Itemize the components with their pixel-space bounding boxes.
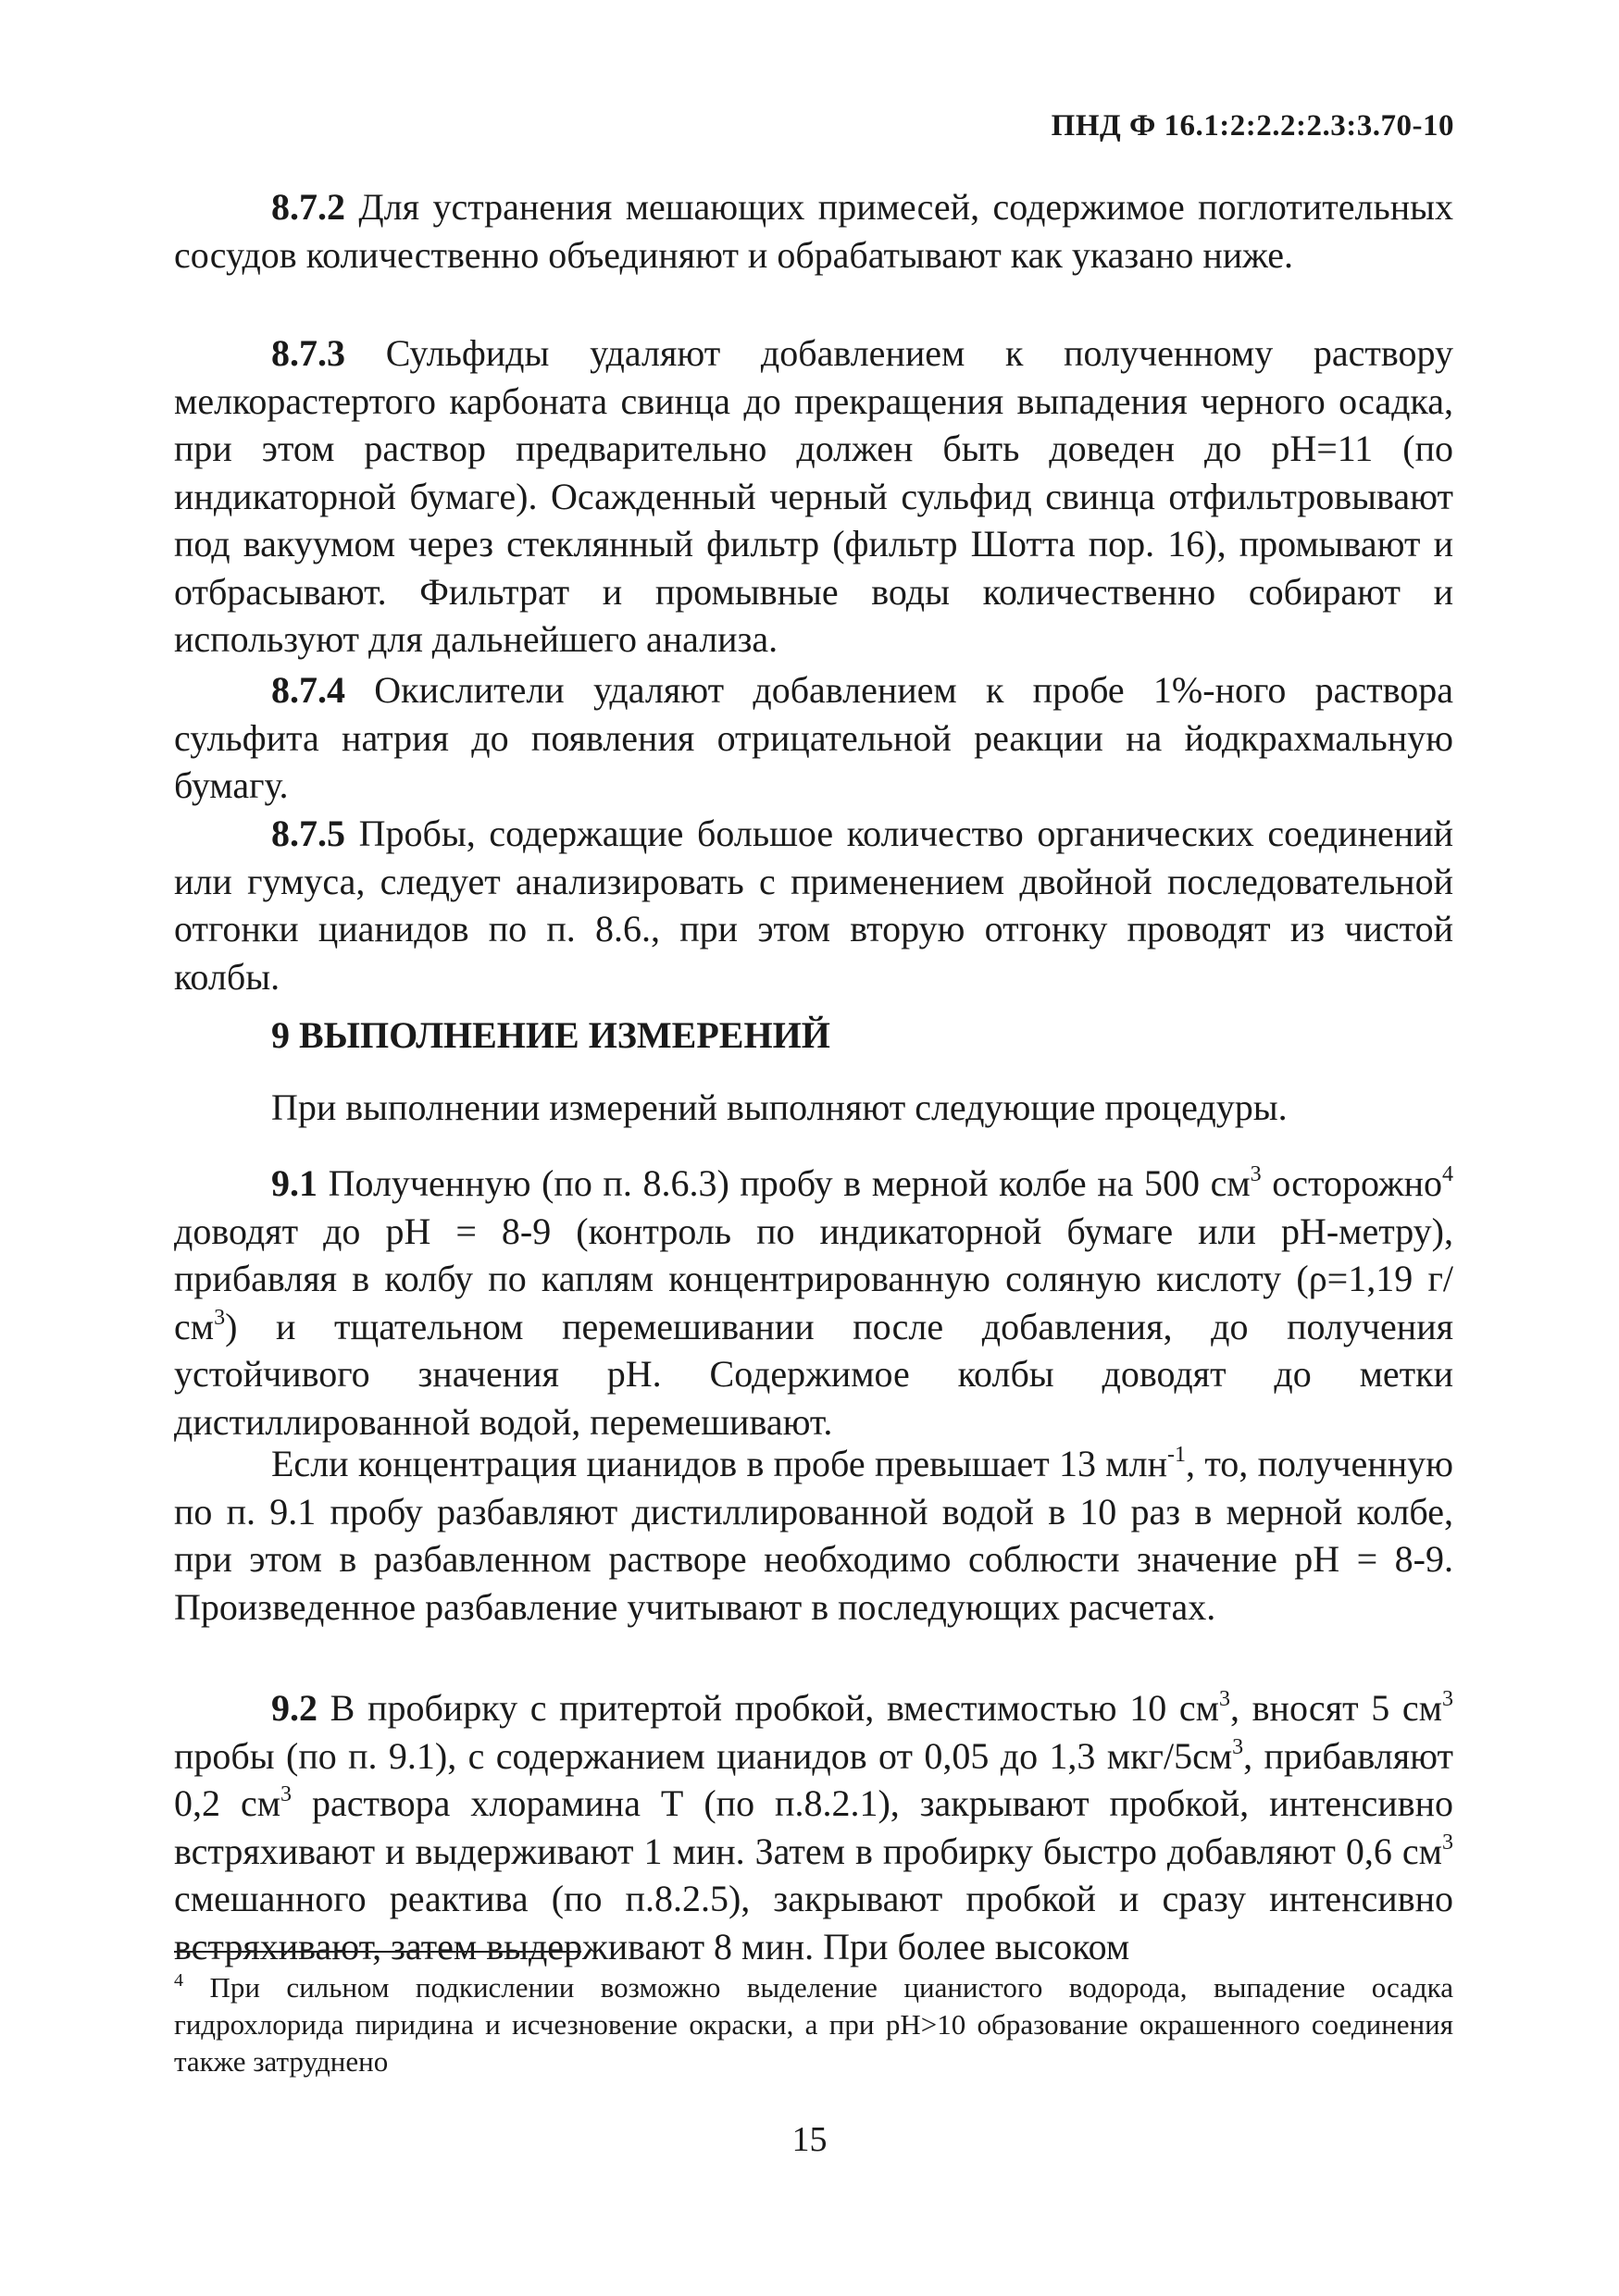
clause-text: пробы (по п. 9.1), с содержанием цианидов от 0,05 до 1,3 мкг/5см xyxy=(174,1734,1233,1777)
clause-number: 8.7.3 xyxy=(271,332,345,374)
clause-number: 8.7.5 xyxy=(271,813,345,854)
paragraph-8-7-2 xyxy=(174,183,1453,279)
footnote-marker: 4 xyxy=(174,1970,183,1991)
clause-text: Окислители удаляют добавлением к пробе 1%-ного раствора сульфита натрия до появления отрицательной реакции на йодкрахмальную бумагу. xyxy=(174,669,1453,806)
clause-number: 8.7.2 xyxy=(271,186,345,228)
page-number: 15 xyxy=(791,2120,828,2159)
clause-text: доводят до рН = 8-9 (контроль по индикаторной бумаге или рН-метру), прибавляя в колбу по каплям концентрированную соляную кислоту (ρ=1,19 г/см xyxy=(174,1210,1453,1347)
paragraph-9-2 xyxy=(174,1684,1453,1970)
footnote-divider xyxy=(174,1951,581,1953)
clause-text: Для устранения мешающих примесей, содержимое поглотительных сосудов количественно объединяют и обрабатывают как указано ниже. xyxy=(174,186,1453,276)
clause-text: Сульфиды удаляют добавлением к полученному раствору мелкорастертого карбоната свинца до прекращения выпадения черного осадка, при этом раствор предварительно должен быть доведен до рН=11 (по индикаторной бумаге). Осажденный черный сульфид свинца отфильтровывают под вакуумом через стеклянный фильтр (фильтр Шотта пор. 16), промывают и отбрасывают. Фильтрат и промывные воды количественно собирают и используют для дальнейшего анализа. xyxy=(174,332,1453,660)
clause-number: 9.1 xyxy=(271,1162,318,1204)
clause-text: ) и тщательном перемешивании после добавления, до получения устойчивого значения рН. Содержимое колбы доводят до метки дистиллированной водой, перемешивают. xyxy=(174,1305,1453,1443)
clause-text: В пробирку с притертой пробкой, вместимостью 10 см xyxy=(318,1687,1219,1729)
superscript: 3 xyxy=(1232,1734,1244,1759)
superscript: 3 xyxy=(1442,1687,1453,1711)
superscript: -1 xyxy=(1167,1443,1186,1467)
clause-text: осторожно xyxy=(1261,1162,1442,1204)
clause-number: 9.2 xyxy=(271,1687,318,1729)
footnote-text: При сильном подкислении возможно выделение цианистого водорода, выпадение осадка гидрохлорида пиридина и исчезновение окраски, а при рН>10 образование окрашенного соединения также затруднено xyxy=(174,1971,1453,2078)
clause-text: раствора хлорамина Т (по п.8.2.1), закрывают пробкой, интенсивно встряхивают и выдерживают 1 мин. Затем в пробирку быстро добавляют 0,6 см xyxy=(174,1782,1453,1872)
clause-text: Полученную (по п. 8.6.3) пробу в мерной колбе на 500 см xyxy=(318,1162,1251,1204)
document-code: ПНД Ф 16.1:2:2.2:2.3:3.70-10 xyxy=(1051,109,1454,143)
paragraph-9-1-dilution xyxy=(174,1440,1453,1631)
clause-number: 8.7.4 xyxy=(271,669,345,711)
clause-text: , прибавляют 0,2 см xyxy=(174,1734,1453,1824)
footnote-ref: 4 xyxy=(1442,1162,1453,1186)
clause-text: , то, полученную по п. 9.1 пробу разбавляют дистиллированной водой в 10 раз в мерной колбе, при этом в разбавленном растворе необходимо соблюсти значение рН = 8-9. Произведенное разбавление учитывают в последующих расчетах. xyxy=(174,1443,1454,1628)
superscript: 3 xyxy=(1442,1830,1453,1855)
clause-text: , вносят 5 см xyxy=(1229,1687,1442,1729)
clause-text: Пробы, содержащие большое количество органических соединений или гумуса, следует анализировать с применением двойной последовательной отгонки цианидов по п. 8.6., при этом вторую отгонку проводят из чистой колбы. xyxy=(174,813,1453,998)
section-heading: 9 ВЫПОЛНЕНИЕ ИЗМЕРЕНИЙ xyxy=(271,1014,830,1056)
clause-text: смешанного реактива (по п.8.2.5), закрывают пробкой и сразу интенсивно встряхивают, затем выдерживают 8 мин. При более высоком xyxy=(174,1878,1453,1967)
section-intro: При выполнении измерений выполняют следующие процедуры. xyxy=(271,1086,1288,1128)
superscript: 3 xyxy=(1218,1687,1230,1711)
superscript: 3 xyxy=(214,1305,226,1330)
paragraph-9-1 xyxy=(174,1160,1453,1446)
paragraph-8-7-4 xyxy=(174,666,1453,810)
clause-text: Если концентрация цианидов в пробе превышает 13 млн xyxy=(271,1443,1167,1484)
paragraph-8-7-3 xyxy=(174,329,1453,664)
paragraph-8-7-5 xyxy=(174,810,1453,1000)
footnote xyxy=(174,1969,1453,2080)
superscript: 3 xyxy=(1250,1162,1262,1186)
superscript: 3 xyxy=(280,1782,293,1806)
